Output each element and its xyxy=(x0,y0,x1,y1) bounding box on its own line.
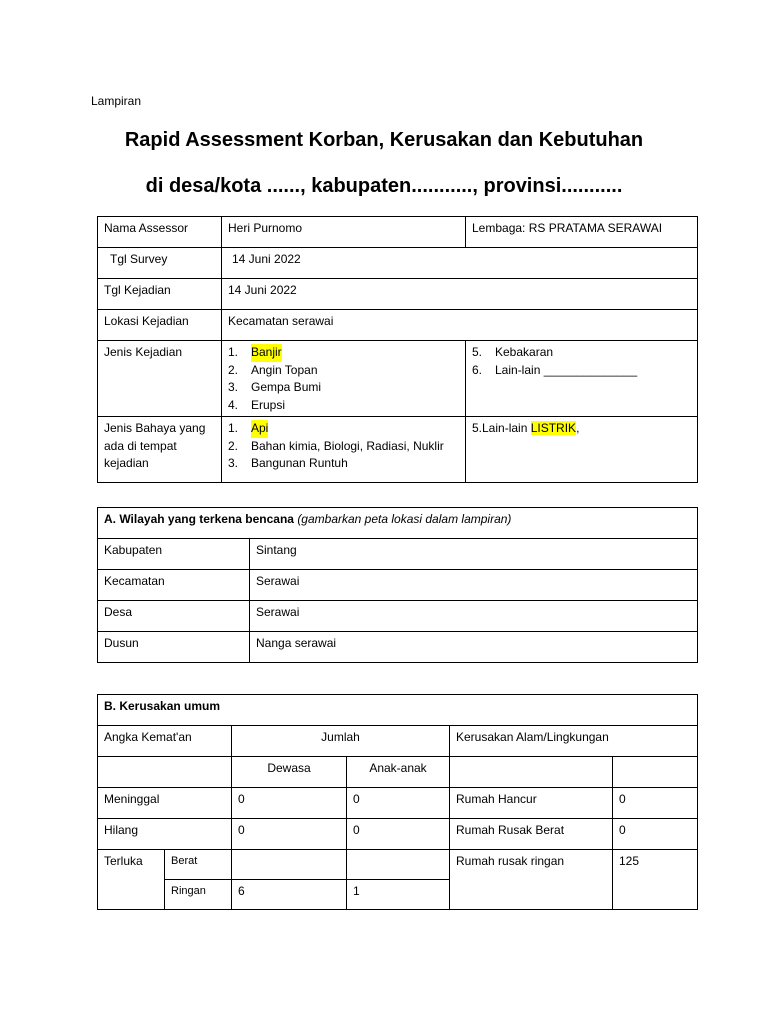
table-row-value: Serawai xyxy=(250,601,698,632)
angka-kematian-header: Angka Kemat'an xyxy=(98,726,232,757)
document-title: Rapid Assessment Korban, Kerusakan dan Kebutuhan xyxy=(124,129,644,151)
jenis-bahaya-label: Jenis Bahaya yang ada di tempat kejadian xyxy=(98,417,222,483)
terluka-label: Terluka xyxy=(98,850,165,910)
survey-label: Tgl Survey xyxy=(98,248,222,279)
lembaga-value: Lembaga: RS PRATAMA SERAWAI xyxy=(466,217,698,248)
rumah-hancur-label: Rumah Hancur xyxy=(450,788,613,819)
list-item: 3. Gempa Bumi xyxy=(228,380,322,394)
table-row-value: Nanga serawai xyxy=(250,632,698,663)
meninggal-label: Meninggal xyxy=(98,788,232,819)
table-row-label: Kabupaten xyxy=(98,539,250,570)
rumah-rusak-berat-label: Rumah Rusak Berat xyxy=(450,819,613,850)
list-item: 2. Bahan kimia, Biologi, Radiasi, Nuklir xyxy=(228,438,444,453)
hilang-anak: 0 xyxy=(347,819,450,850)
wilayah-table xyxy=(97,507,698,663)
ringan-dewasa: 6 xyxy=(232,880,347,910)
table-row-value: Sintang xyxy=(250,539,698,570)
anak-header: Anak-anak xyxy=(347,757,450,788)
table-row-value: Serawai xyxy=(250,570,698,601)
berat-label: Berat xyxy=(165,850,232,880)
empty-cell xyxy=(98,757,232,788)
kerusakan-table xyxy=(97,694,698,910)
survey-value: 14 Juni 2022 xyxy=(222,248,698,279)
rumah-hancur-value: 0 xyxy=(613,788,698,819)
list-item: 4. Erupsi xyxy=(228,397,286,412)
empty-cell xyxy=(613,757,698,788)
assessor-label: Nama Assessor xyxy=(98,217,222,248)
lokasi-label: Lokasi Kejadian xyxy=(98,310,222,341)
lampiran-label: Lampiran xyxy=(91,94,142,108)
list-item: 5. Kebakaran xyxy=(472,345,554,359)
list-item: 1. Banjir xyxy=(228,344,459,362)
dewasa-header: Dewasa xyxy=(232,757,347,788)
empty-cell xyxy=(450,757,613,788)
kerusakan-heading: B. Kerusakan umum xyxy=(98,695,698,726)
jenis-kejadian-list xyxy=(222,341,466,417)
berat-anak xyxy=(347,850,450,880)
ringan-anak: 1 xyxy=(347,880,450,910)
info-table xyxy=(97,216,698,483)
document-subtitle: di desa/kota ......, kabupaten..........., provinsi........... xyxy=(145,175,623,197)
kerusakan-alam-header: Kerusakan Alam/Lingkungan xyxy=(450,726,698,757)
assessor-value: Heri Purnomo xyxy=(222,217,466,248)
hilang-dewasa: 0 xyxy=(232,819,347,850)
hilang-label: Hilang xyxy=(98,819,232,850)
jenis-kejadian-list-right xyxy=(466,341,698,417)
berat-dewasa xyxy=(232,850,347,880)
kejadian-value: 14 Juni 2022 xyxy=(222,279,698,310)
rumah-rusak-ringan-label: Rumah rusak ringan xyxy=(450,850,613,910)
list-item: 1. Api xyxy=(228,420,459,438)
rumah-rusak-ringan-value: 125 xyxy=(613,850,698,910)
list-item: 3. Bangunan Runtuh xyxy=(228,456,348,470)
wilayah-heading: A. Wilayah yang terkena bencana (gambarkan peta lokasi dalam lampiran) xyxy=(98,508,698,539)
table-row-label: Desa xyxy=(98,601,250,632)
ringan-label: Ringan xyxy=(165,880,232,910)
jumlah-header: Jumlah xyxy=(232,726,450,757)
lokasi-value: Kecamatan serawai xyxy=(222,310,698,341)
list-item: 6. Lain-lain ______________ xyxy=(472,362,638,377)
bahaya-lain: 5.Lain-lain LISTRIK, xyxy=(466,417,698,483)
jenis-kejadian-label: Jenis Kejadian xyxy=(98,341,222,417)
bahaya-lain-value: LISTRIK xyxy=(530,421,577,435)
meninggal-anak: 0 xyxy=(347,788,450,819)
table-row-label: Dusun xyxy=(98,632,250,663)
list-item: 2. Angin Topan xyxy=(228,362,318,377)
meninggal-dewasa: 0 xyxy=(232,788,347,819)
rumah-rusak-berat-value: 0 xyxy=(613,819,698,850)
table-row-label: Kecamatan xyxy=(98,570,250,601)
kejadian-label: Tgl Kejadian xyxy=(98,279,222,310)
jenis-bahaya-list xyxy=(222,417,466,483)
